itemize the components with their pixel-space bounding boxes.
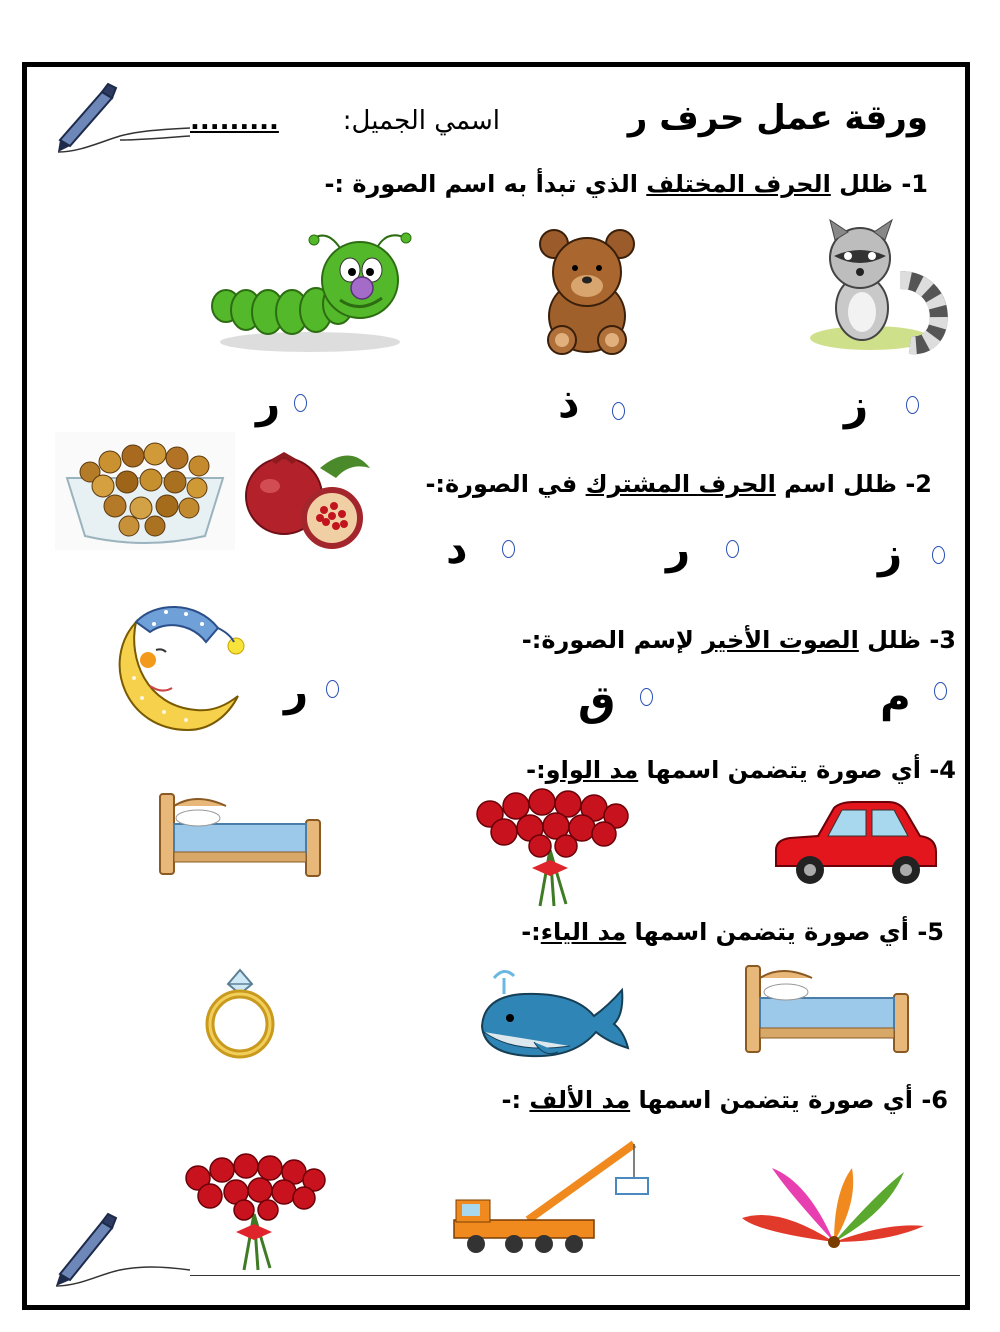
question-1: 1- ظلل الحرف المختلف الذي تبدأ به اسم الصورة :- <box>324 170 928 198</box>
q2-option-1-letter: ز <box>878 528 903 577</box>
question-4: 4- أي صورة يتضمن اسمها مد الواو:- <box>526 756 956 784</box>
q3-option-3-letter: ر <box>284 666 309 715</box>
name-field[interactable]: ......... <box>190 106 279 136</box>
q1-option-1-letter: ز <box>844 380 869 429</box>
crane-icon <box>448 1138 648 1258</box>
q3-option-1-letter: م <box>880 672 911 721</box>
roses-icon <box>180 1154 330 1274</box>
q2-option-3-radio[interactable] <box>502 540 515 558</box>
feathers-icon <box>738 1162 928 1252</box>
moon-icon <box>106 598 256 738</box>
name-label: اسمي الجميل: <box>342 106 500 136</box>
question-3: 3- ظلل الصوت الأخير لإسم الصورة:- <box>521 626 956 654</box>
bed-icon <box>742 962 914 1058</box>
car-icon <box>770 800 940 890</box>
q2-option-2-letter: ر <box>666 524 691 573</box>
bottom-rule <box>190 1275 960 1276</box>
raccoon-icon <box>800 220 950 355</box>
worksheet-title: ورقة عمل حرف ر <box>627 98 928 138</box>
whale-icon <box>474 966 634 1066</box>
ring-icon <box>200 962 280 1062</box>
q3-option-2-letter: ق <box>578 676 616 725</box>
q1-option-3-letter: ر <box>256 378 281 427</box>
question-6: 6- أي صورة يتضمن اسمها مد الألف :- <box>501 1086 948 1114</box>
q3-option-2-radio[interactable] <box>640 688 653 706</box>
roses-icon <box>470 790 630 910</box>
bear-icon <box>532 228 642 358</box>
q3-option-3-radio[interactable] <box>326 680 339 698</box>
question-5: 5- أي صورة يتضمن اسمها مد الياء:- <box>521 918 944 946</box>
q1-option-1-radio[interactable] <box>906 396 919 414</box>
q2-option-2-radio[interactable] <box>726 540 739 558</box>
caterpillar-icon <box>210 230 410 360</box>
pen-icon <box>40 1210 200 1296</box>
bed-icon <box>156 790 326 880</box>
q2-option-3-letter: د <box>446 524 468 573</box>
q1-option-3-radio[interactable] <box>294 394 307 412</box>
pomegranate-icon <box>240 448 380 548</box>
question-2: 2- ظلل اسم الحرف المشترك في الصورة:- <box>425 470 932 498</box>
nuts-bowl-icon <box>55 432 235 550</box>
q2-option-1-radio[interactable] <box>932 546 945 564</box>
q1-option-2-radio[interactable] <box>612 402 625 420</box>
q1-option-2-letter: ذ <box>558 378 580 427</box>
q3-option-1-radio[interactable] <box>934 682 947 700</box>
pen-icon <box>40 80 200 160</box>
